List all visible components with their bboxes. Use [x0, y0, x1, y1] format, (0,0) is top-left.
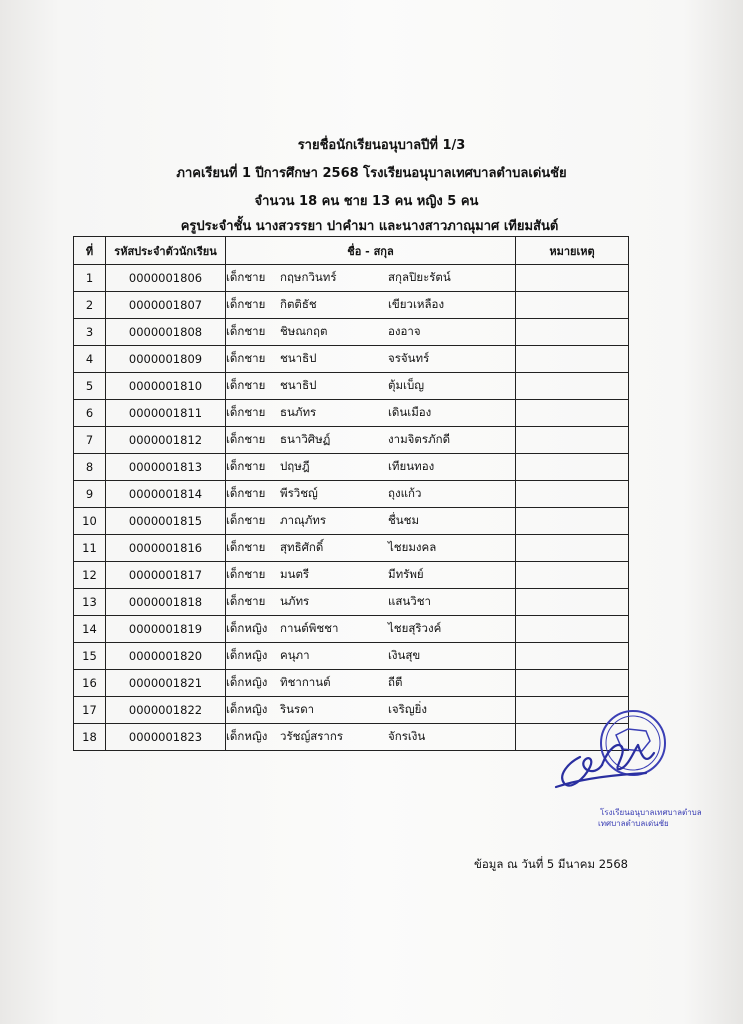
name-title: เด็กชาย — [226, 351, 266, 365]
name-title: เด็กชาย — [226, 270, 266, 284]
document-title: รายชื่อนักเรียนอนุบาลปีที่ 1/3 — [297, 138, 466, 153]
table-row — [74, 697, 629, 724]
data-as-of-date: ข้อมูล ณ วันที่ 5 มีนาคม 2568 — [474, 857, 628, 871]
remark-cell — [516, 481, 629, 508]
row-number: 12 — [74, 562, 106, 589]
first-name: ชนาธิป — [280, 378, 317, 392]
row-number: 8 — [74, 454, 106, 481]
row-number: 6 — [74, 400, 106, 427]
student-full-name — [226, 454, 516, 481]
last-name: ถุงแก้ว — [388, 486, 422, 500]
first-name: คนุภา — [280, 648, 310, 662]
first-name: กานต์พิชชา — [280, 621, 339, 635]
first-name: กิตติธัช — [280, 297, 317, 311]
table-row — [74, 670, 629, 697]
table-row — [74, 373, 629, 400]
table-row — [74, 346, 629, 373]
student-id: 0000001806 — [106, 265, 226, 292]
remark-cell — [516, 427, 629, 454]
table-row — [74, 643, 629, 670]
last-name: เขียวเหลือง — [388, 297, 445, 311]
student-full-name — [226, 643, 516, 670]
remark-cell — [516, 508, 629, 535]
student-id: 0000001815 — [106, 508, 226, 535]
remark-cell — [516, 589, 629, 616]
student-id: 0000001812 — [106, 427, 226, 454]
name-title: เด็กหญิง — [226, 729, 268, 743]
name-title: เด็กชาย — [226, 432, 266, 446]
last-name: ถีตี — [388, 675, 403, 689]
table-row — [74, 292, 629, 319]
remark-cell — [516, 346, 629, 373]
row-number: 11 — [74, 535, 106, 562]
table-row — [74, 589, 629, 616]
row-number: 13 — [74, 589, 106, 616]
table-row — [74, 508, 629, 535]
table-row — [74, 265, 629, 292]
table-header-row — [74, 237, 629, 265]
first-name: สุทธิศักดิ์ — [280, 540, 324, 554]
table-row — [74, 535, 629, 562]
student-id: 0000001823 — [106, 724, 226, 751]
name-title: เด็กชาย — [226, 486, 266, 500]
name-title: เด็กหญิง — [226, 702, 268, 716]
row-number: 4 — [74, 346, 106, 373]
first-name: วรัชญ์สรากร — [280, 729, 344, 743]
first-name: ธนภัทร — [280, 405, 317, 419]
semester-school-line: ภาคเรียนที่ 1 ปีการศึกษา 2568 โรงเรียนอนุบาลเทศบาลตำบลเด่นชัย — [176, 166, 567, 181]
student-full-name — [226, 373, 516, 400]
row-number: 3 — [74, 319, 106, 346]
name-title: เด็กชาย — [226, 513, 266, 527]
column-header-number: ที่ — [74, 237, 106, 265]
name-title: เด็กชาย — [226, 459, 266, 473]
student-full-name — [226, 616, 516, 643]
student-full-name — [226, 265, 516, 292]
column-header-full-name: ชื่อ - สกุล — [226, 237, 516, 265]
student-full-name — [226, 346, 516, 373]
student-count-line: จำนวน 18 คน ชาย 13 คน หญิง 5 คน — [254, 194, 479, 209]
student-id: 0000001811 — [106, 400, 226, 427]
first-name: ชนาธิป — [280, 351, 317, 365]
student-full-name — [226, 427, 516, 454]
last-name: เงินสุข — [388, 648, 421, 662]
table-row — [74, 400, 629, 427]
first-name: พีรวิชญ์ — [280, 486, 318, 500]
last-name: จักรเงิน — [388, 729, 426, 743]
last-name: เดินเมือง — [388, 405, 432, 419]
student-id: 0000001813 — [106, 454, 226, 481]
student-full-name — [226, 319, 516, 346]
row-number: 18 — [74, 724, 106, 751]
teacher-line: ครูประจำชั้น นางสวรรยา ปาคำมา และนางสาวภาณุมาศ เทียมสันต์ — [180, 219, 559, 234]
last-name: แสนวิชา — [388, 594, 432, 608]
student-id: 0000001818 — [106, 589, 226, 616]
name-title: เด็กชาย — [226, 297, 266, 311]
student-id: 0000001821 — [106, 670, 226, 697]
remark-cell — [516, 400, 629, 427]
row-number: 15 — [74, 643, 106, 670]
first-name: กฤษกวินทร์ — [280, 270, 337, 284]
student-full-name — [226, 508, 516, 535]
first-name: ธนาวิศิษฏ์ — [280, 432, 331, 446]
row-number: 10 — [74, 508, 106, 535]
name-title: เด็กชาย — [226, 378, 266, 392]
student-full-name — [226, 589, 516, 616]
last-name: สกุลปิยะรัตน์ — [388, 270, 451, 284]
stamp-text-municipality: เทศบาลตำบลเด่นชัย — [598, 819, 669, 828]
student-id: 0000001814 — [106, 481, 226, 508]
student-id: 0000001819 — [106, 616, 226, 643]
remark-cell — [516, 373, 629, 400]
student-id: 0000001809 — [106, 346, 226, 373]
remark-cell — [516, 265, 629, 292]
remark-cell — [516, 562, 629, 589]
table-row — [74, 562, 629, 589]
last-name: องอาจ — [388, 324, 421, 338]
column-header-remarks: หมายเหตุ — [516, 237, 629, 265]
remark-cell — [516, 454, 629, 481]
first-name: นภัทร — [280, 594, 310, 608]
student-full-name — [226, 724, 516, 751]
name-title: เด็กชาย — [226, 540, 266, 554]
row-number: 5 — [74, 373, 106, 400]
student-full-name — [226, 670, 516, 697]
remark-cell — [516, 643, 629, 670]
name-title: เด็กชาย — [226, 324, 266, 338]
student-roster-table — [73, 236, 629, 751]
last-name: ชื่นชม — [388, 513, 420, 527]
student-full-name — [226, 535, 516, 562]
first-name: ทิชากานต์ — [280, 675, 331, 689]
first-name: ปฤษฎี — [280, 459, 310, 473]
row-number: 7 — [74, 427, 106, 454]
remark-cell — [516, 319, 629, 346]
last-name: เจริญยิ่ง — [388, 702, 427, 716]
stamp-text-school: โรงเรียนอนุบาลเทศบาลตำบล — [600, 808, 702, 817]
name-title: เด็กชาย — [226, 594, 266, 608]
first-name: มนตรี — [280, 567, 310, 581]
row-number: 1 — [74, 265, 106, 292]
student-full-name — [226, 481, 516, 508]
student-id: 0000001817 — [106, 562, 226, 589]
table-row — [74, 454, 629, 481]
table-row — [74, 427, 629, 454]
name-title: เด็กชาย — [226, 567, 266, 581]
last-name: ไชยสุริวงค์ — [388, 621, 442, 635]
last-name: เทียนทอง — [388, 459, 435, 473]
student-id: 0000001822 — [106, 697, 226, 724]
student-id: 0000001816 — [106, 535, 226, 562]
remark-cell — [516, 292, 629, 319]
student-id: 0000001807 — [106, 292, 226, 319]
table-row — [74, 319, 629, 346]
last-name: จรจันทร์ — [388, 351, 430, 365]
last-name: งามจิตรภักดี — [388, 432, 451, 446]
student-full-name — [226, 697, 516, 724]
student-id: 0000001808 — [106, 319, 226, 346]
first-name: ภาณุภัทร — [280, 513, 327, 527]
name-title: เด็กชาย — [226, 405, 266, 419]
last-name: มีทรัพย์ — [388, 567, 424, 581]
first-name: รินรดา — [280, 702, 315, 716]
table-row — [74, 724, 629, 751]
last-name: ไชยมงคล — [388, 540, 437, 554]
name-title: เด็กหญิง — [226, 648, 268, 662]
table-body — [74, 265, 629, 751]
student-full-name — [226, 400, 516, 427]
student-full-name — [226, 562, 516, 589]
row-number: 16 — [74, 670, 106, 697]
remark-cell — [516, 616, 629, 643]
student-id: 0000001810 — [106, 373, 226, 400]
table-row — [74, 616, 629, 643]
row-number: 9 — [74, 481, 106, 508]
row-number: 17 — [74, 697, 106, 724]
remark-cell — [516, 535, 629, 562]
student-full-name — [226, 292, 516, 319]
table-row — [74, 481, 629, 508]
name-title: เด็กหญิง — [226, 621, 268, 635]
student-id: 0000001820 — [106, 643, 226, 670]
first-name: ชิษณกฤต — [280, 324, 328, 338]
last-name: ตุ้มเบ็ญ — [388, 378, 425, 392]
name-title: เด็กหญิง — [226, 675, 268, 689]
column-header-student-id: รหัสประจำตัวนักเรียน — [106, 237, 226, 265]
row-number: 14 — [74, 616, 106, 643]
remark-cell — [516, 670, 629, 697]
row-number: 2 — [74, 292, 106, 319]
